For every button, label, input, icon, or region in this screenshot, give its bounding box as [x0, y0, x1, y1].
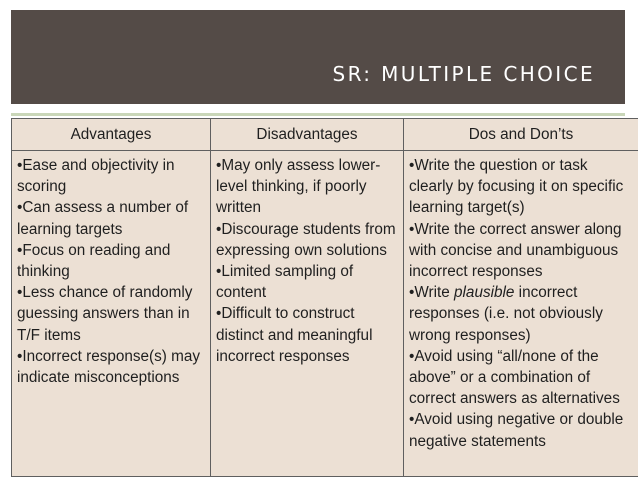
header-advantages: Advantages: [12, 119, 211, 151]
advantage-item: •Focus on reading and thinking: [17, 241, 171, 281]
slide-title: SR: MULTIPLE CHOICE: [332, 62, 595, 86]
advantage-item: •Less chance of randomly guessing answers than in T/F items: [17, 284, 193, 344]
header-dos-donts: Dos and Don’ts: [404, 119, 638, 151]
advantages-cell: [12, 151, 211, 477]
comparison-table: [11, 118, 638, 477]
content-row: [12, 151, 638, 477]
advantage-item: •Incorrect response(s) may indicate misconceptions: [17, 347, 201, 387]
advantage-item: •Can assess a number of learning targets: [17, 199, 189, 238]
accent-divider: [11, 113, 625, 116]
advantage-item: •Ease and objectivity in scoring: [17, 157, 175, 196]
dos-item-text-start: •Write: [409, 284, 455, 302]
dos-item: •Write the question or task clearly by focusing it on specific learning target(s): [409, 157, 624, 217]
dos-item-emphasis: plausible: [454, 284, 515, 302]
dos-item: •Write the correct answer along with concise and unambiguous incorrect responses: [409, 220, 622, 281]
title-bar: [11, 10, 625, 104]
disadvantage-item: •Limited sampling of content: [216, 263, 354, 302]
disadvantage-item: •May only assess lower-level thinking, if poorly written: [216, 157, 381, 217]
dos-donts-cell: [404, 151, 638, 477]
dos-item: [409, 282, 634, 346]
disadvantage-item: •Discourage students from expressing own solutions: [216, 220, 396, 259]
dos-item: •Avoid using negative or double negative statements: [409, 411, 624, 450]
dos-item: •Avoid using “all/none of the above” or a combination of correct answers as alternatives: [409, 347, 620, 408]
header-disadvantages: Disadvantages: [211, 119, 404, 151]
disadvantage-item: •Difficult to construct distinct and meaningful incorrect responses: [216, 305, 373, 365]
header-row: [12, 119, 638, 151]
dos-item-text-end: incorrect responses (i.e. not obviously wrong responses): [409, 284, 603, 344]
disadvantages-cell: [211, 151, 404, 477]
